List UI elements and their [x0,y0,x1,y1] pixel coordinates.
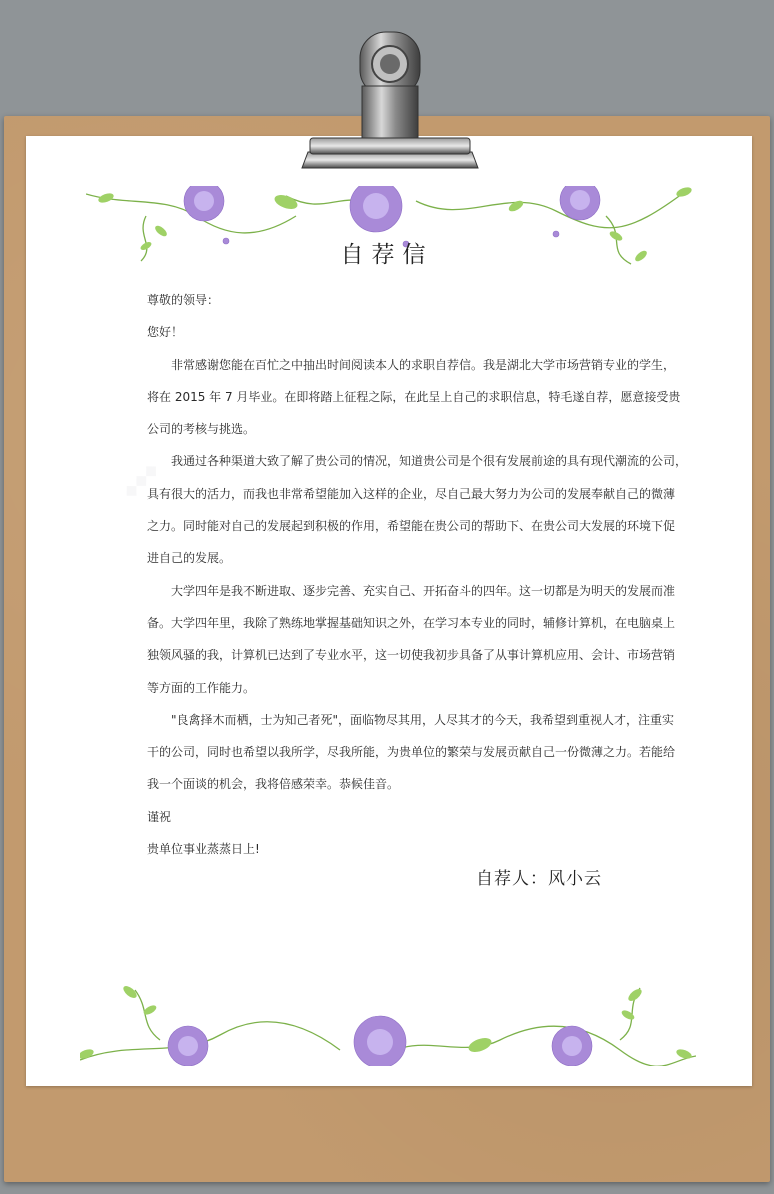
body-line: 非常感谢您能在百忙之中抽出时间阅读本人的求职自荐信。我是湖北大学市场营销专业的学生， [171,357,676,372]
floral-border-bottom [80,980,696,1066]
body-line: 干的公司，同时也希望以我所学，尽我所能，为贵单位的繁荣与发展贡献自己一份微薄之力。若能给 [147,745,676,760]
body-paragraphs [147,349,688,801]
letter-title: 自荐信 [340,242,434,268]
body-line: 具有很大的活力，而我也非常希望能加入这样的企业，尽自己最大努力为公司的发展奉献自己的微薄 [147,486,676,501]
signature: 自荐人：风小云 [476,869,602,889]
binder-clip [300,28,480,178]
body-line: 我通过各种渠道大致了解了贵公司的情况，知道贵公司是个很有发展前途的具有现代潮流的公司， [171,454,688,469]
body-line: "良禽择木而栖，士为知己者死"，面临物尽其用，人尽其才的今天，我希望到重视人才，注重实 [171,712,675,727]
closing: 谨祝 [147,809,172,824]
body-line: 备。大学四年里，我除了熟练地掌握基础知识之外，在学习本专业的同时，辅修计算机，在电脑桌上 [147,615,676,630]
body-line: 将在 2015 年 7 月毕业。在即将踏上征程之际，在此呈上自己的求职信息，特毛遂自荐，愿意接受贵 [147,389,681,404]
body-line: 进自己的发展。 [147,551,232,566]
watermark: ◆◆◆ [118,458,163,503]
letter-body [147,284,688,865]
greeting: 您好！ [147,325,184,340]
wish-line: 贵单位事业蒸蒸日上! [147,842,260,857]
body-line: 等方面的工作能力。 [147,680,256,695]
body-line: 大学四年是我不断进取、逐步完善、充实自己、开拓奋斗的四年。这一切都是为明天的发展而准 [171,583,676,598]
body-line: 公司的考核与挑选。 [147,422,256,437]
body-line: 我一个面谈的机会，我将倍感荣幸。恭候佳音。 [147,777,400,792]
body-line: 之力。同时能对自己的发展起到积极的作用，希望能在贵公司的帮助下、在贵公司大发展的环境下促 [147,519,676,534]
salutation: 尊敬的领导： [147,293,220,307]
body-line: 独领风骚的我，计算机已达到了专业水平，这一切使我初步具备了从事计算机应用、会计、市场营销 [147,648,676,663]
